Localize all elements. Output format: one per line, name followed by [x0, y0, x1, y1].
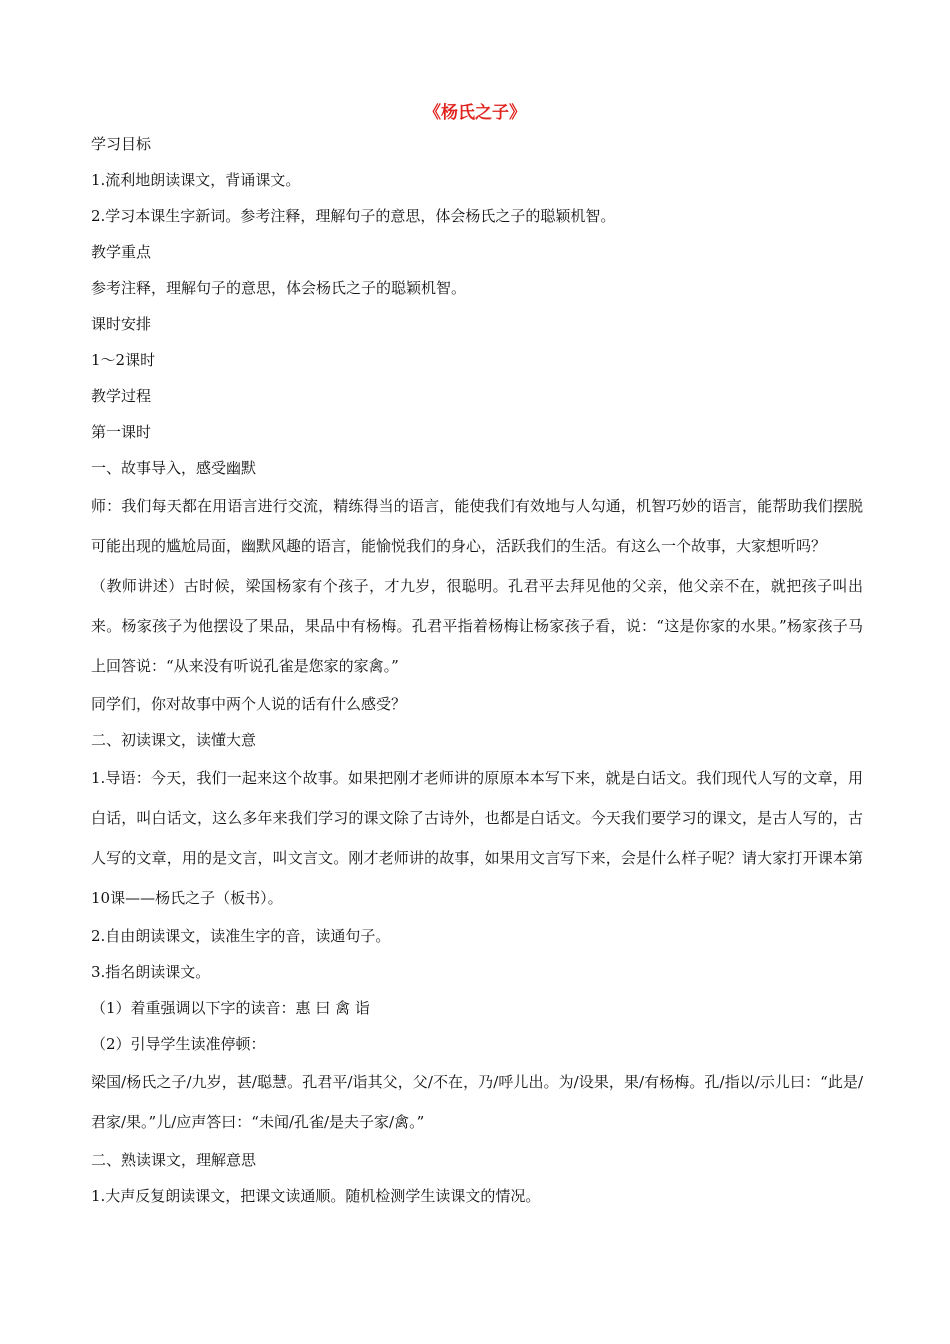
pause-paragraph: 梁国/杨氏之子/九岁，甚/聪慧。孔君平/诣其父，父/不在，乃/呼儿出。为/设果，果/有杨梅。孔/指以/示儿曰：“此是/君家/果。”儿/应声答曰：“未闻/孔雀/是夫子家/禽。” — [91, 1073, 863, 1131]
step-item: 2.自由朗读课文，读准生字的音，读通句子。 — [91, 927, 391, 945]
section-heading-schedule: 课时安排 — [91, 315, 152, 333]
section-heading-key-points: 教学重点 — [91, 243, 152, 261]
step-item: 3.指名朗读课文。 — [91, 963, 211, 981]
step-heading: 二、初读课文，读懂大意 — [91, 731, 257, 749]
lesson-heading: 第一课时 — [91, 423, 152, 441]
step-item: 1.大声反复朗读课文，把课文读通顺。随机检测学生读课文的情况。 — [91, 1187, 541, 1205]
story-paragraph: （教师讲述）古时候，梁国杨家有个孩子，才九岁，很聪明。孔君平去拜见他的父亲，他父亲不在，就把孩子叫出来。杨家孩子为他摆设了果品，果品中有杨梅。孔君平指着杨梅让杨家孩子看，说：“这是你家的水果。”杨家孩子马上回答说：“从来没有听说孔雀是您家的家禽。” — [91, 577, 863, 675]
objective-item: 1.流利地朗读课文，背诵课文。 — [91, 171, 301, 189]
teacher-paragraph: 师：我们每天都在用语言进行交流，精练得当的语言，能使我们有效地与人勾通，机智巧妙的语言，能帮助我们摆脱可能出现的尴尬局面，幽默风趣的语言，能愉悦我们的身心，活跃我们的生活。有这么一个故事，大家想听吗？ — [91, 497, 863, 555]
key-point-text: 参考注释，理解句子的意思，体会杨氏之子的聪颖机智。 — [91, 279, 467, 297]
schedule-text: 1～2课时 — [91, 351, 156, 369]
step-heading: 一、故事导入，感受幽默 — [91, 459, 257, 477]
sub-step-item: （1）着重强调以下字的读音：惠 曰 禽 诣 — [91, 999, 370, 1017]
section-heading-process: 教学过程 — [91, 387, 152, 405]
step-heading: 二、熟读课文，理解意思 — [91, 1151, 257, 1169]
section-heading-objectives: 学习目标 — [91, 135, 152, 153]
intro-paragraph: 1.导语：今天，我们一起来这个故事。如果把刚才老师讲的原原本本写下来，就是白话文。我们现代人写的文章，用白话，叫白话文，这么多年来我们学习的课文除了古诗外，也都是白话文。今天我们要学习的课文，是古人写的，古人写的文章，用的是文言，叫文言文。刚才老师讲的故事，如果用文言写下来，会是什么样子呢？请大家打开课本第10课——杨氏之子（板书）。 — [91, 769, 863, 907]
sub-step-item: （2）引导学生读准停顿： — [91, 1035, 266, 1053]
document-title: 《杨氏之子》 — [424, 103, 526, 123]
objective-item: 2.学习本课生字新词。参考注释，理解句子的意思，体会杨氏之子的聪颖机智。 — [91, 207, 616, 225]
document-body — [91, 126, 863, 1214]
question-text: 同学们，你对故事中两个人说的话有什么感受？ — [91, 695, 407, 713]
